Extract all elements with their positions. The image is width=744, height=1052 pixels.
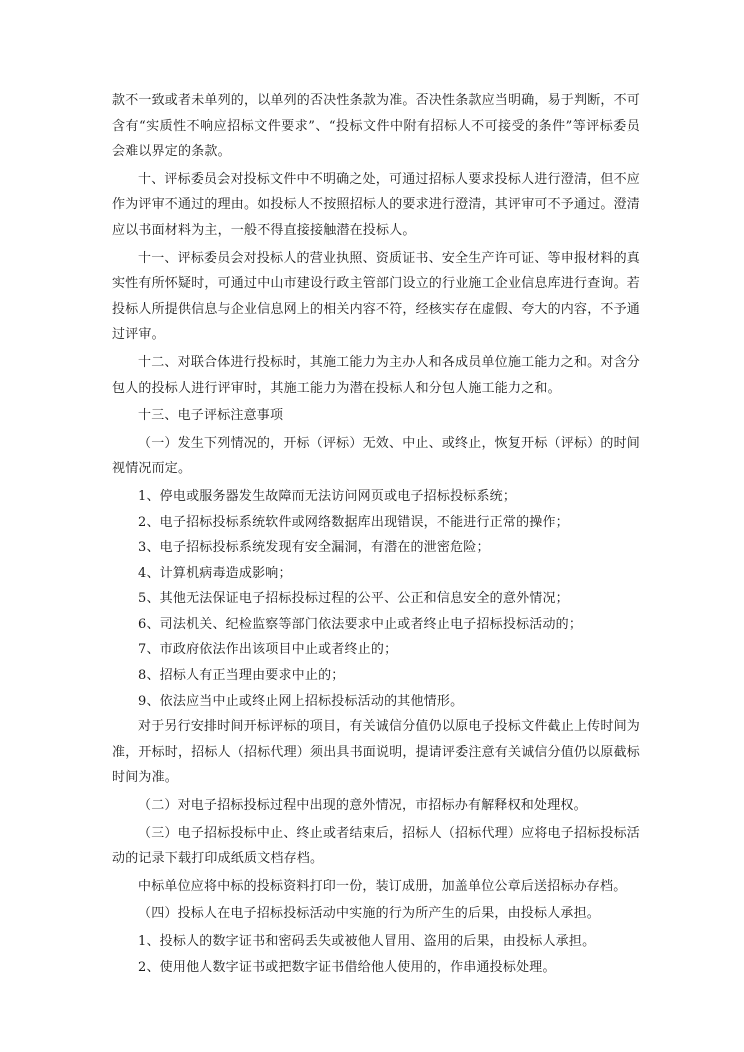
list-item: 6、司法机关、纪检监察等部门依法要求中止或者终止电子招标投标活动的； xyxy=(138,616,583,632)
paragraph-continued-clause: 款不一致或者未单列的，以单列的否决性条款为准。否决性条款应当明确，易于判断，不可含有“实质性不响应招标文件要求”、“投标文件中附有招标人不可接受的条件”等评标委员会难以界定的条款。 xyxy=(112,93,641,160)
paragraph-archive-note: 中标单位应将中标的投标资料打印一份，装订成册，加盖单位公章后送招标办存档。 xyxy=(138,878,627,894)
section-13-heading: 十三、电子评标注意事项 xyxy=(138,408,284,424)
subsection-3: （三）电子招标投标中止、终止或者结束后，招标人（招标代理）应将电子招标投标活动的记录下载打印成纸质文档存档。 xyxy=(112,825,640,867)
list-item: 2、电子招标投标系统软件或网络数据库出现错误，不能进行正常的操作； xyxy=(138,514,569,530)
list-item: 2、使用他人数字证书或把数字证书借给他人使用的，作串通投标处理。 xyxy=(138,959,556,975)
list-item: 1、投标人的数字证书和密码丢失或被他人冒用、盗用的后果，由投标人承担。 xyxy=(138,934,596,949)
list-item: 1、停电或服务器发生故障而无法访问网页或电子招标投标系统； xyxy=(138,488,517,504)
list-item: 9、依法应当中止或终止网上招标投标活动的其他情形。 xyxy=(138,693,464,709)
list-item: 8、招标人有正当理由要求中止的； xyxy=(138,668,345,684)
subsection-4: （四）投标人在电子招标投标活动中实施的行为所产生的后果，由投标人承担。 xyxy=(138,906,601,922)
subsection-1: （一）发生下列情况的，开标（评标）无效、中止、或终止，恢复开标（评标）的时间视情况而定。 xyxy=(112,435,640,477)
list-item: 7、市政府依法作出该项目中止或者终止的； xyxy=(138,642,398,658)
document-body xyxy=(112,88,640,980)
list-item: 5、其他无法保证电子招标投标过程的公平、公正和信息安全的意外情况； xyxy=(138,591,569,607)
list-item: 4、计算机病毒造成影响； xyxy=(138,565,292,581)
paragraph-section-11: 十一、评标委员会对投标人的营业执照、资质证书、安全生产许可证、等申报材料的真实性有所怀疑时，可通过中山市建设行政主管部门设立的行业施工企业信息库进行查询。若投标人所提供信息与企业信息网上的相关内容不符，经核实存在虚假、夸大的内容，不予通过评审。 xyxy=(112,250,641,343)
subsection-2: （二）对电子招标投标过程中出现的意外情况，市招标办有解释权和处理权。 xyxy=(138,798,587,814)
paragraph-rescheduled-note: 对于另行安排时间开标评标的项目，有关诚信分值仍以原电子投标文件截止上传时间为准，开标时，招标人（招标代理）须出具书面说明，提请评委注意有关诚信分值仍以原截标时间为准。 xyxy=(112,719,641,786)
list-item: 3、电子招标投标系统发现有安全漏洞，有潜在的泄密危险； xyxy=(138,540,490,556)
paragraph-section-12: 十二、对联合体进行投标时，其施工能力为主办人和各成员单位施工能力之和。对含分包人的投标人进行评审时，其施工能力为潜在投标人和分包人施工能力之和。 xyxy=(112,354,640,396)
paragraph-section-10: 十、评标委员会对投标文件中不明确之处，可通过招标人要求投标人进行澄清，但不应作为评审不通过的理由。如投标人不按照招标人的要求进行澄清，其评审可不予通过。澄清应以书面材料为主，一般不得直接接触潜在投标人。 xyxy=(112,171,641,238)
